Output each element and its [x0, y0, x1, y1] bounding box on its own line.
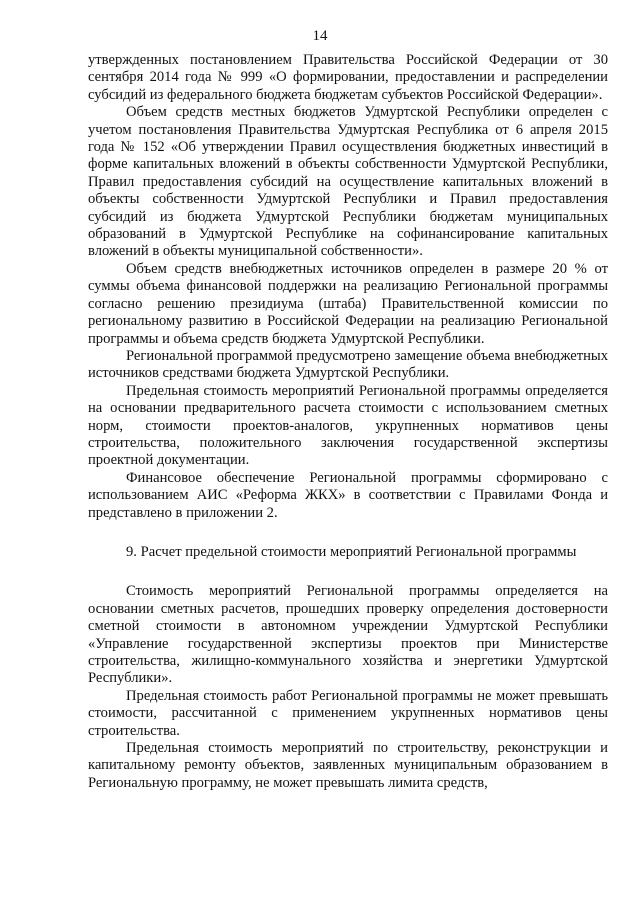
paragraph-max-cost: Предельная стоимость мероприятий Региональной программы определяется на основании предварительного расчета стоимости с использованием сметных норм, стоимости проектов-аналогов, укрупненных нормативов цены строительства, положительного заключения государственной экспертизы проектной документации. [88, 382, 608, 469]
paragraph-local-budgets: Объем средств местных бюджетов Удмуртской Республики определен с учетом постановления Правительства Удмуртская Республика от 6 апреля 2015 года № 152 «Об утверждении Правил осуществления бюджетных инвестиций в форме капитальных вложений в объекты собственности Удмуртской Республики, Правил предоставления субсидий на осуществление капитальных вложений в объекты собственности Удмуртской Республики и Правил предоставления субсидий из бюджета Удмуртской Республики бюджетам муниципальных образований в Удмуртской Республике на софинансирование капитальных вложений в объекты муниципальной собственности». [88, 104, 608, 260]
paragraph-financing: Финансовое обеспечение Региональной программы сформировано с использованием АИС «Реформа ЖКХ» в соответствии с Правилами Фонда и представлено в приложении 2. [88, 469, 608, 521]
paragraph-continued: утвержденных постановлением Правительства Российской Федерации от 30 сентября 2014 года № 999 «О формировании, предоставлении и распределении субсидий из федерального бюджета бюджетам субъектов Российской Федерации». [88, 52, 608, 103]
paragraph-cost-estimation: Стоимость мероприятий Региональной программы определяется на основании сметных расчетов, прошедших проверку определения достоверности сметной стоимости в автономном учреждении Удмуртской Республики «Управление государственной экспертизы проектов при Министерстве строительства, жилищно-коммунального хозяйства и энергетики Удмуртской Республики». [88, 583, 608, 687]
section-heading: 9. Расчет предельной стоимости мероприятий Региональной программы [126, 543, 577, 560]
document-body [88, 52, 608, 792]
paragraph-substitution: Региональной программой предусмотрено замещение объема внебюджетных источников средствами бюджета Удмуртской Республики. [88, 347, 608, 382]
page-number: 14 [312, 28, 328, 44]
paragraph-cost-limit: Предельная стоимость работ Региональной программы не может превышать стоимости, рассчитанной с применением укрупненных нормативов цены строительства. [88, 687, 608, 739]
paragraph-extrabudgetary: Объем средств внебюджетных источников определен в размере 20 % от суммы объема финансовой поддержки на реализацию Региональной программы согласно решению президиума (штаба) Правительственной комиссии по региональному развитию в Российской Федерации на реализацию Региональной программы и объема средств бюджета Удмуртской Республики. [88, 260, 608, 347]
paragraph-construction-limit: Предельная стоимость мероприятий по строительству, реконструкции и капитальному ремонту объектов, заявленных муниципальным образованием в Региональную программу, не может превышать лимита средств, [88, 740, 608, 791]
